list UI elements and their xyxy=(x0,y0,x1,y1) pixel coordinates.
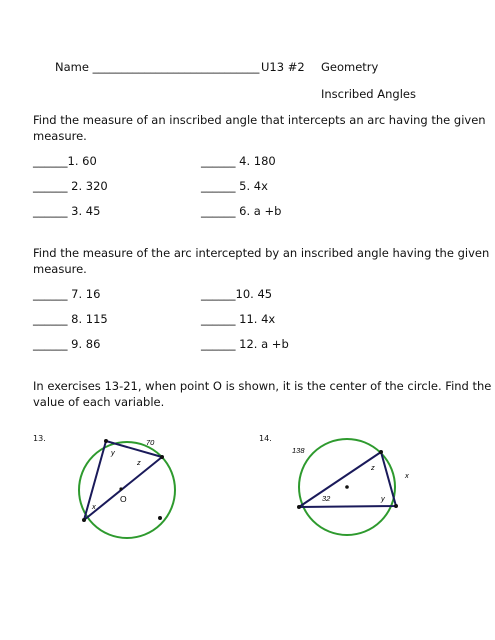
unit-label: U13 #2 xyxy=(261,60,305,74)
figure-13-vertex-top xyxy=(104,439,108,443)
figure-13-arc-label: 70 xyxy=(146,438,155,447)
figure-14-vertex-top xyxy=(379,450,383,454)
section1-instructions-line1: Find the measure of an inscribed angle that intercepts an arc having the given xyxy=(33,113,486,127)
figure-14-center-point xyxy=(345,485,349,489)
figure-14-var-z: z xyxy=(371,463,375,472)
section3-instructions-line1: In exercises 13-21, when point O is shown, it is the center of the circle. Find the xyxy=(33,379,492,393)
figure-14-vertex-right xyxy=(394,504,398,508)
problem-6: ______ 6. a +b xyxy=(201,204,282,218)
figure-13-center-label: O xyxy=(120,494,127,504)
problem-1: ______1. 60 xyxy=(33,154,97,168)
figure-13-center-point xyxy=(119,487,122,490)
topic-title: Inscribed Angles xyxy=(321,87,416,101)
section1-instructions-line2: measure. xyxy=(33,129,87,143)
figure-14-vertex-left xyxy=(297,505,301,509)
figure-14-var-y: y xyxy=(381,494,385,503)
figure-13-number: 13. xyxy=(33,434,46,443)
figure-13-var-z: z xyxy=(137,458,141,467)
problem-3: ______ 3. 45 xyxy=(33,204,101,218)
figure-13-var-x: x xyxy=(92,502,96,511)
name-field: Name _____________________________ xyxy=(55,60,260,74)
problem-4: ______ 4. 180 xyxy=(201,154,276,168)
figure-14-var-x: x xyxy=(405,471,409,480)
section2-instructions-line2: measure. xyxy=(33,262,87,276)
figure-13-vertex-right xyxy=(160,455,164,459)
problem-11: ______ 11. 4x xyxy=(201,312,276,326)
problem-12: ______ 12. a +b xyxy=(201,337,289,351)
problem-7: ______ 7. 16 xyxy=(33,287,101,301)
problem-9: ______ 9. 86 xyxy=(33,337,101,351)
subject-label: Geometry xyxy=(321,60,379,74)
section2-instructions-line1: Find the measure of the arc intercepted by an inscribed angle having the given xyxy=(33,246,490,260)
figure-14-number: 14. xyxy=(259,434,272,443)
figure-13-vertex-bottom xyxy=(82,518,86,522)
problem-8: ______ 8. 115 xyxy=(33,312,108,326)
figure-14-angle-label: 32 xyxy=(322,494,331,503)
figure-13 xyxy=(79,438,175,538)
figure-14 xyxy=(292,439,409,535)
problem-5: ______ 5. 4x xyxy=(201,179,268,193)
figure-13-var-y: y xyxy=(111,448,115,457)
problem-10: ______10. 45 xyxy=(201,287,273,301)
problem-2: ______ 2. 320 xyxy=(33,179,108,193)
section3-instructions-line2: value of each variable. xyxy=(33,395,165,409)
figure-13-extra-point xyxy=(158,516,162,520)
figure-14-arc-label: 138 xyxy=(292,446,305,455)
